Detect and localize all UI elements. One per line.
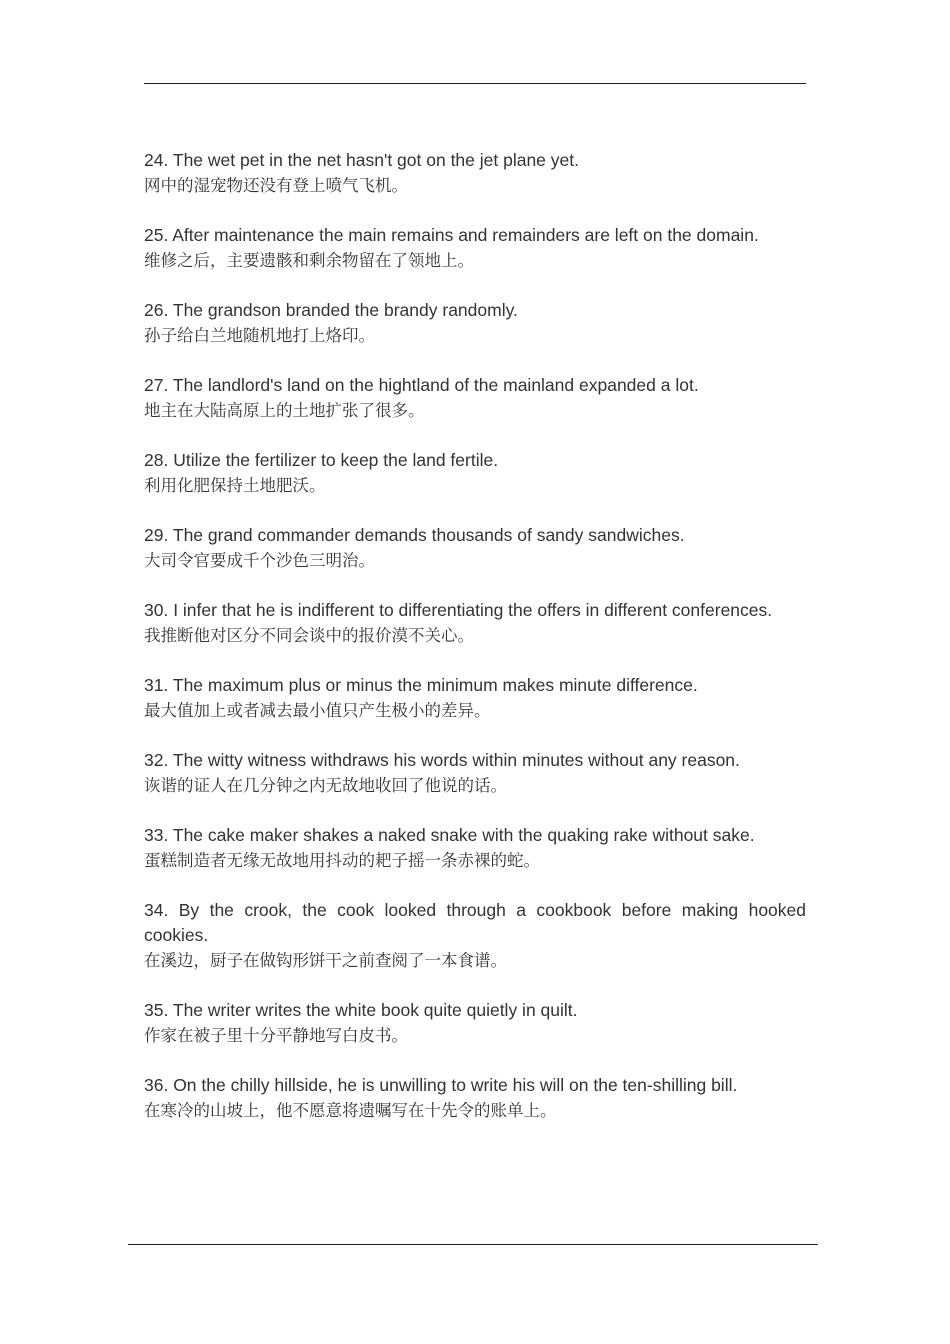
english-sentence: 32. The witty witness withdraws his words within minutes without any reason. — [144, 750, 740, 770]
entry-25 — [144, 223, 806, 273]
entry-35 — [144, 998, 806, 1048]
entry-24 — [144, 148, 806, 198]
english-sentence: 24. The wet pet in the net hasn't got on the jet plane yet. — [144, 150, 579, 170]
chinese-translation: 维修之后，主要遗骸和剩余物留在了领地上。 — [144, 251, 474, 270]
entry-29 — [144, 523, 806, 573]
english-sentence: 27. The landlord's land on the hightland of the mainland expanded a lot. — [144, 375, 699, 395]
english-sentence: 35. The writer writes the white book quite quietly in quilt. — [144, 1000, 578, 1020]
chinese-translation: 蛋糕制造者无缘无故地用抖动的耙子摇一条赤裸的蛇。 — [144, 851, 540, 870]
english-sentence: 28. Utilize the fertilizer to keep the land fertile. — [144, 450, 499, 470]
entry-33 — [144, 823, 806, 873]
chinese-translation: 在寒冷的山坡上，他不愿意将遗嘱写在十先令的账单上。 — [144, 1101, 557, 1120]
entry-26 — [144, 298, 806, 348]
entry-27 — [144, 373, 806, 423]
english-sentence: 33. The cake maker shakes a naked snake with the quaking rake without sake. — [144, 825, 755, 845]
chinese-translation: 大司令官要成千个沙色三明治。 — [144, 551, 375, 570]
header-rule — [144, 83, 806, 84]
chinese-translation: 地主在大陆高原上的土地扩张了很多。 — [144, 401, 425, 420]
english-sentence: 30. I infer that he is indifferent to differentiating the offers in different conferences. — [144, 600, 773, 620]
document-body — [144, 148, 806, 1123]
english-sentence: 31. The maximum plus or minus the minimum makes minute difference. — [144, 675, 698, 695]
entry-36 — [144, 1073, 806, 1123]
english-sentence: 36. On the chilly hillside, he is unwilling to write his will on the ten-shilling bill. — [144, 1075, 738, 1095]
english-sentence: 29. The grand commander demands thousands of sandy sandwiches. — [144, 525, 685, 545]
chinese-translation: 利用化肥保持土地肥沃。 — [144, 476, 326, 495]
entry-30 — [144, 598, 806, 648]
entry-28 — [144, 448, 806, 498]
english-sentence: 26. The grandson branded the brandy randomly. — [144, 300, 518, 320]
chinese-translation: 作家在被子里十分平静地写白皮书。 — [144, 1026, 408, 1045]
entry-34 — [144, 898, 806, 973]
chinese-translation: 我推断他对区分不同会谈中的报价漠不关心。 — [144, 626, 474, 645]
english-sentence: 34. By the crook, the cook looked through a cookbook before making hooked cookies. — [144, 900, 806, 945]
entry-31 — [144, 673, 806, 723]
chinese-translation: 最大值加上或者减去最小值只产生极小的差异。 — [144, 701, 491, 720]
entry-32 — [144, 748, 806, 798]
chinese-translation: 诙谐的证人在几分钟之内无故地收回了他说的话。 — [144, 776, 507, 795]
footer-rule — [128, 1244, 818, 1245]
chinese-translation: 孙子给白兰地随机地打上烙印。 — [144, 326, 375, 345]
chinese-translation: 网中的湿宠物还没有登上喷气飞机。 — [144, 176, 408, 195]
chinese-translation: 在溪边，厨子在做钩形饼干之前查阅了一本食谱。 — [144, 951, 507, 970]
english-sentence: 25. After maintenance the main remains and remainders are left on the domain. — [144, 225, 759, 245]
